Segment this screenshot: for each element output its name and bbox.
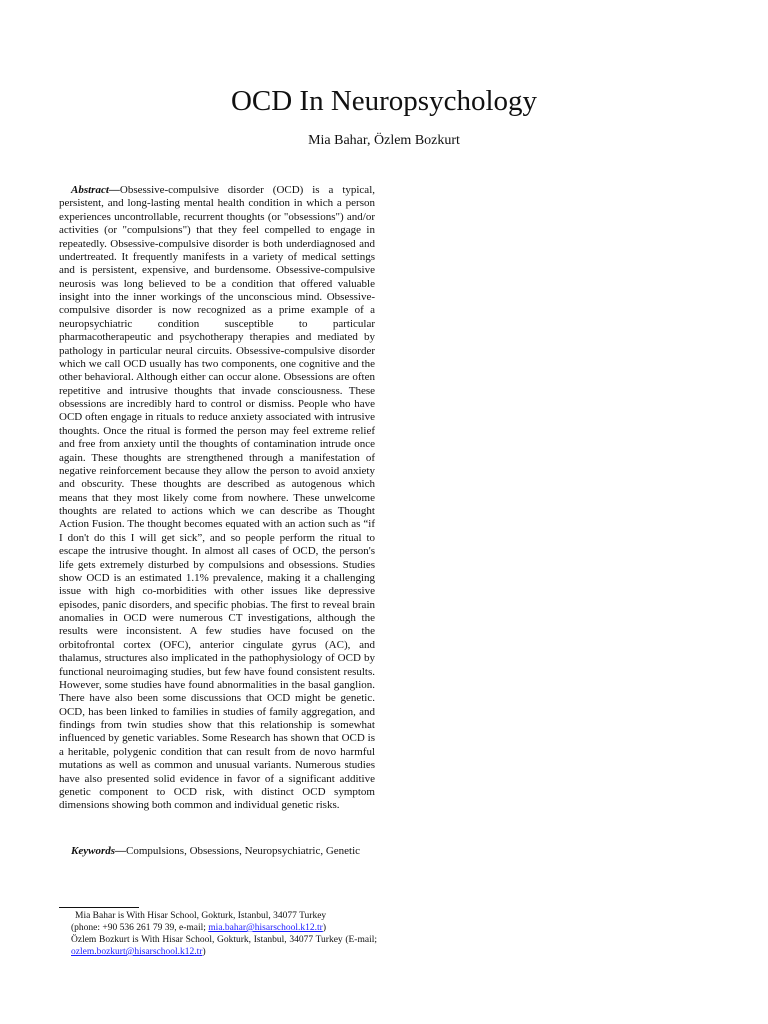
left-column (59, 184, 375, 813)
email-link-mia[interactable]: mia.bahar@hisarschool.k12.tr (208, 923, 323, 933)
keywords-label: Keywords— (71, 845, 126, 857)
email-link-ozlem[interactable]: ozlem.bozkurt@hisarschool.k12.tr (71, 947, 203, 957)
abstract-paragraph (59, 184, 375, 813)
footnote-author-2 (59, 934, 377, 958)
footnotes (59, 910, 377, 958)
abstract-text: Obsessive-compulsive disorder (OCD) is a typical, persistent, and long-lasting mental health condition in which a person experiences uncontrollable, recurrent thoughts (or "obsessions") and/or activities (or "compulsions") that they feel compelled to engage in repeatedly. Obsessive-compulsive disorder is both underdiagnosed and undertreated. It frequently manifests in a variety of medical settings and is persistent, expensive, and burdensome. Obsessive-compulsive neurosis was long believed to be a condition that offered valuable insight into the inner workings of the unconscious mind. Obsessive-compulsive disorder is now recognized as a prime example of a neuropsychiatric condition susceptible to particular pharmacotherapeutic and psychotherapy therapies and mediated by pathology in particular neural circuits. Obsessive-compulsive disorder which we call OCD usually has two components, one cognitive and the other behavioral. Although either can occur alone. Obsessions are often repetitive and intrusive thoughts that invade consciousness. These obsessions are incredibly hard to control or dismiss. People who have OCD often engage in rituals to reduce anxiety associated with intrusive thoughts. Once the ritual is formed the person may feel extreme relief and free from anxiety until the thoughts of contamination intrude once again. These thoughts are strengthened through a manifestation of negative reinforcement because they allow the person to avoid anxiety and obscurity. These thoughts are described as autogenous which means that they most likely come from nowhere. These unwelcome thoughts are related to actions which we can describe as Thought Action Fusion. The thought becomes equated with an action such as “if I don't do this I will get sick”, and so people perform the ritual to escape the intrusive thought. In almost all cases of OCD, the person's life gets extremely disturbed by compulsions and obsessions. Studies show OCD is an estimated 1.1% prevalence, making it a challenging issue with high co-morbidities with other issues like depressive episodes, panic disorders, and specific phobias. The first to reveal brain anomalies in OCD were numerous CT investigations, although the results were inconsistent. A few studies have focused on the orbitofrontal cortex (OFC), anterior cingulate gyrus (AC), and thalamus, structures also implicated in the pathophysiology of OCD by functional neuroimaging studies, but few have found consistent results. However, some studies have found abnormalities in the basal ganglion. There have also been some discussions that OCD might be genetic. OCD, has been linked to families in studies of family aggregation, and findings from twin studies show that this relationship is somewhat influenced by genetic variables. Some Research has shown that OCD is a heritable, polygenic condition that can result from de novo harmful mutations as well as common and unusual variants. Numerous studies have also presented solid evidence in favor of a significant additive genetic component to OCD risk, with distinct OCD symptom dimensions showing both common and individual genetic risks. (59, 184, 375, 812)
footnote-close-paren-2: ) (202, 947, 206, 957)
footnote-author-2-text: Özlem Bozkurt is With Hisar School, Gokturk, Istanbul, 34077 Turkey (E-mail; (71, 935, 377, 945)
page-title: OCD In Neuropsychology (230, 85, 538, 117)
footnote-close-paren-1: ) (322, 923, 327, 933)
keywords-paragraph (59, 843, 375, 859)
footnote-contact-1 (59, 922, 377, 934)
footnote-divider (59, 907, 139, 908)
footnote-phone-text: (phone: +90 536 261 79 39, e-mail; (71, 923, 209, 933)
footnote-author-1: Mia Bahar is With Hisar School, Gokturk, Istanbul, 34077 Turkey (75, 911, 327, 921)
abstract-label: Abstract— (71, 184, 120, 196)
keywords-text: Compulsions, Obsessions, Neuropsychiatric, Genetic (126, 845, 361, 857)
author-line: Mia Bahar, Özlem Bozkurt (308, 133, 460, 148)
